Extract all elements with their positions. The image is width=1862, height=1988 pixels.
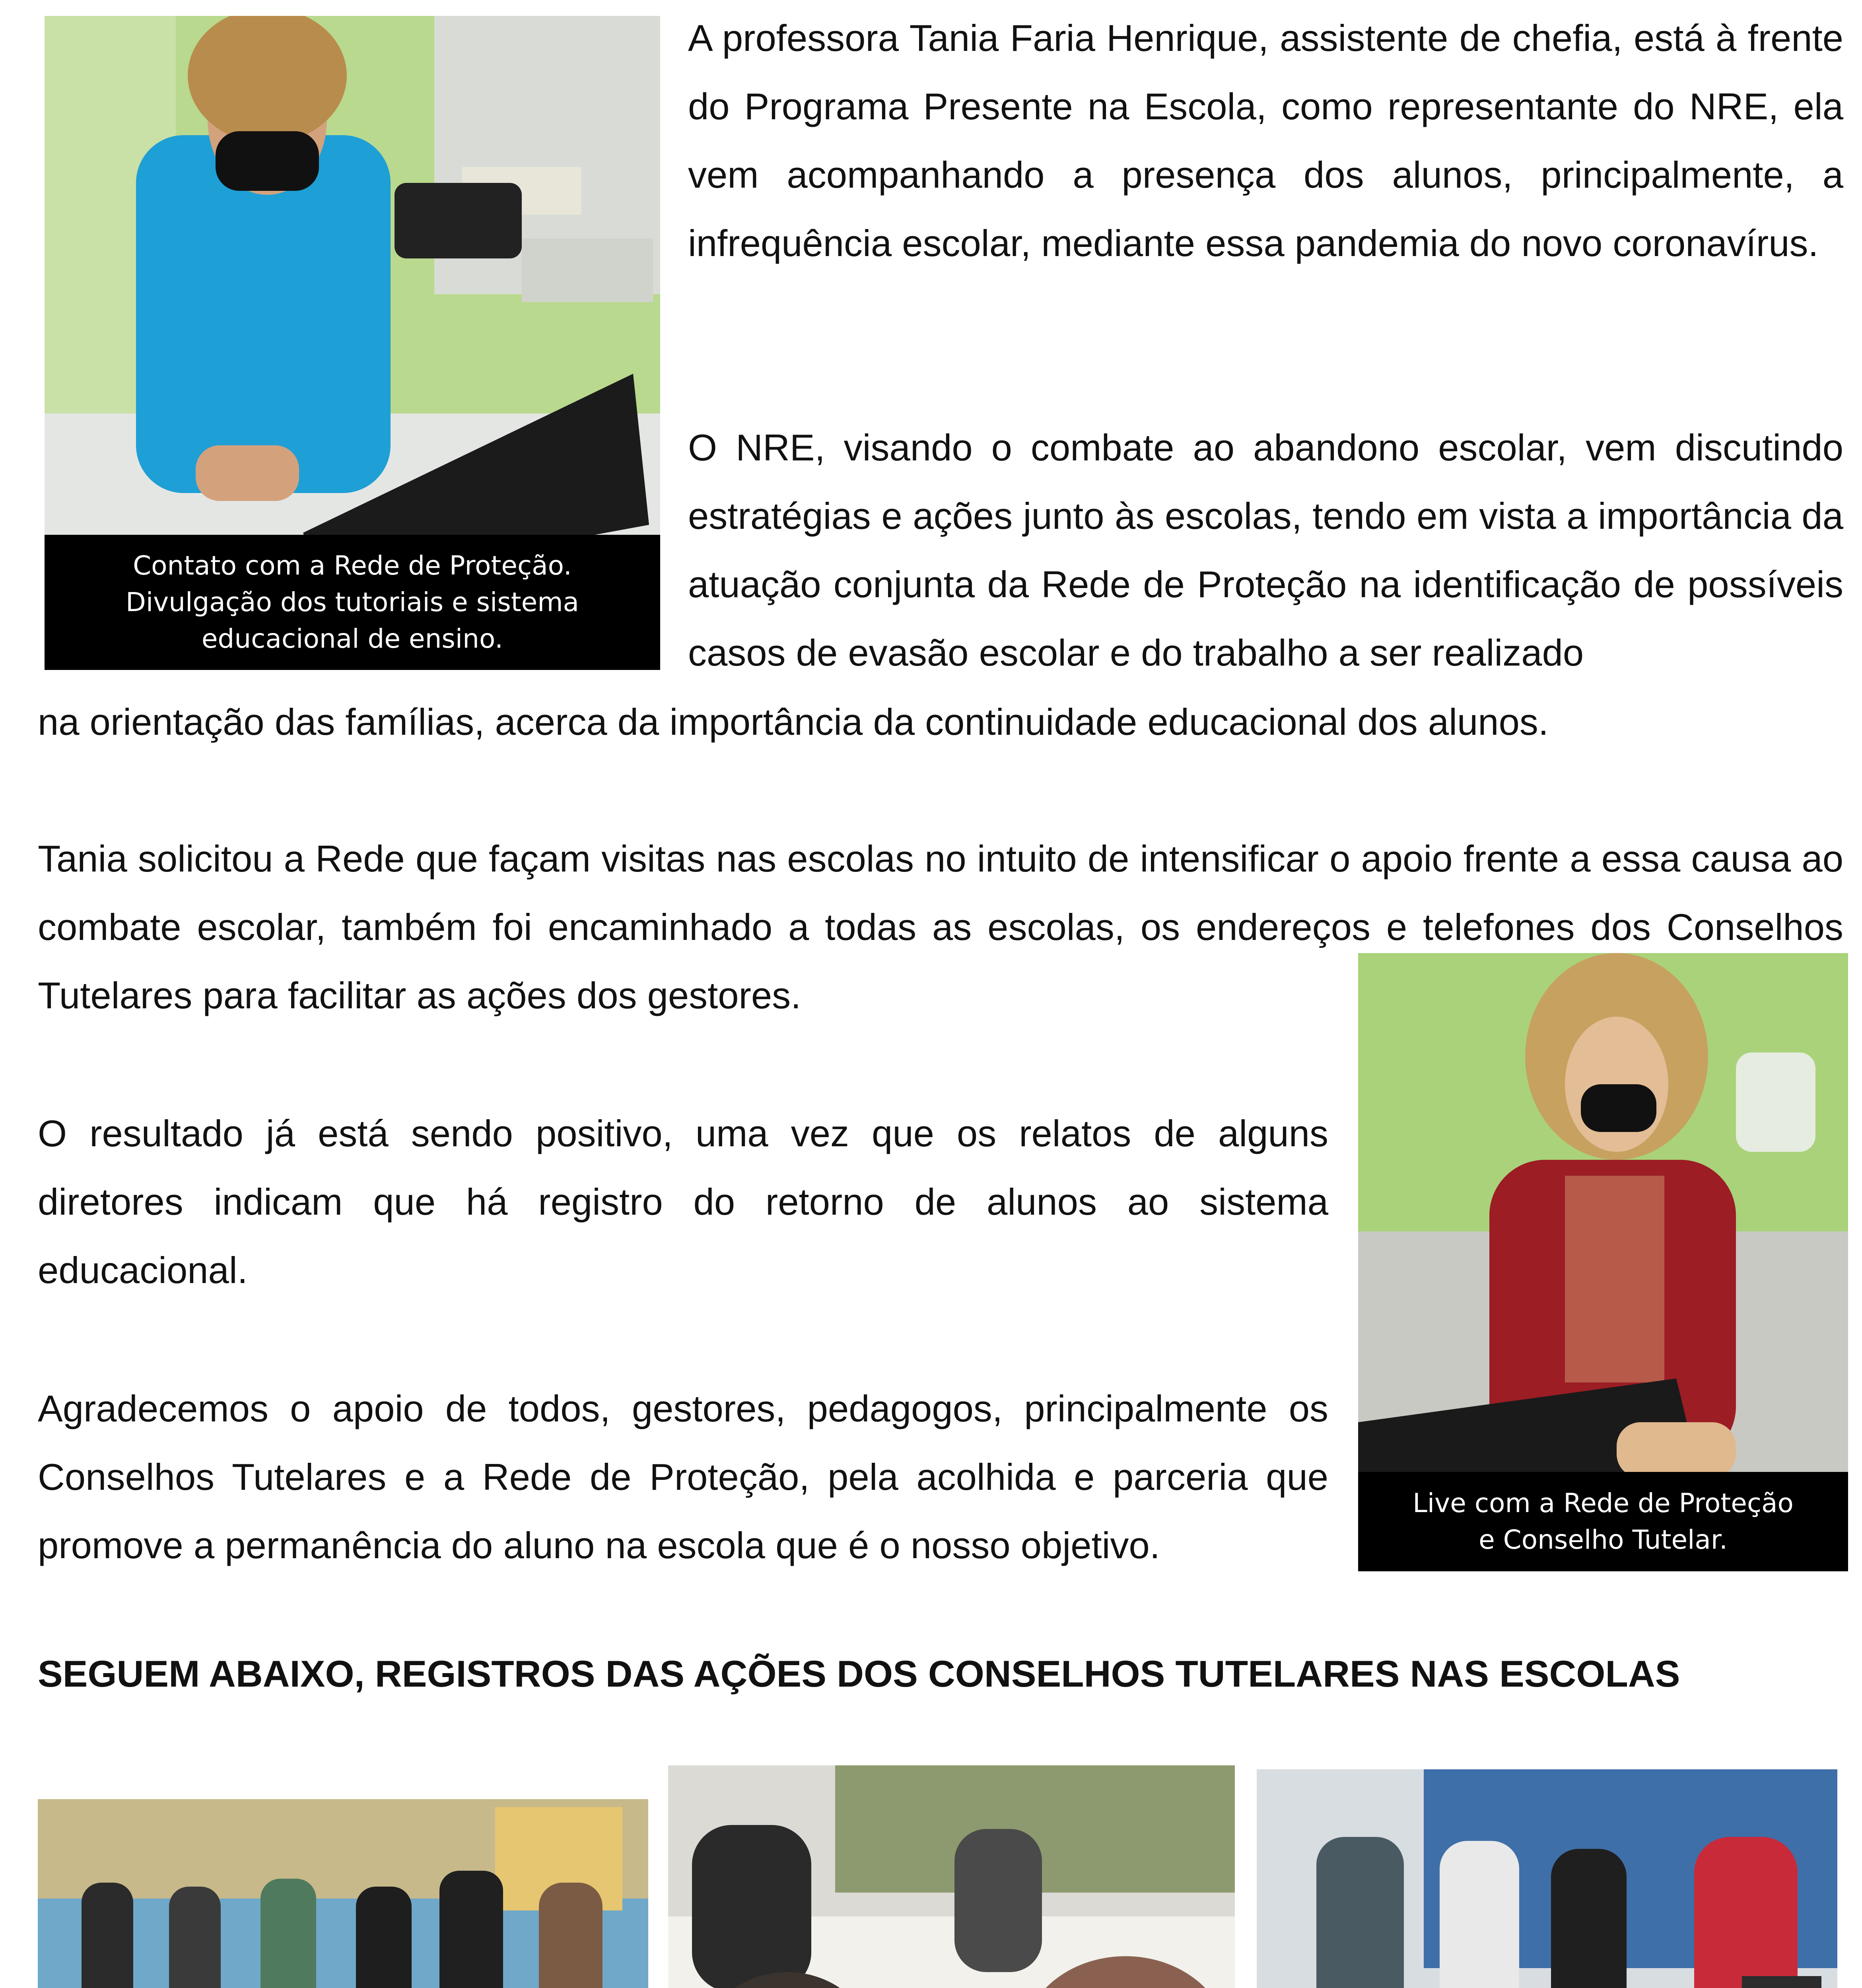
paragraph-nre-top: O NRE, visando o combate ao abandono escolar, vem discutindo estratégias e ações junto às escolas, tendo em vista a importância da atuação conjunta da Rede de Proteção na identificação de possíveis casos de evasão escolar e do trabalho a ser realizado — [688, 427, 1843, 674]
paragraph-thanks: Agradecemos o apoio de todos, gestores, pedagogos, principalmente os Conselhos Tutelares e a Rede de Proteção, pela acolhida e parceria que promove a permanência do aluno na escola que é o nosso objetivo. — [38, 1388, 1328, 1566]
caption-line: Live com a Rede de Proteção — [1413, 1488, 1794, 1518]
caption-line: educacional de ensino. — [201, 623, 503, 654]
photo-school-joao-maffei — [1257, 1769, 1837, 1988]
section-heading: SEGUEM ABAIXO, REGISTROS DAS AÇÕES DOS CONSELHOS TUTELARES NAS ESCOLAS — [38, 1653, 1680, 1695]
paragraph-intro: A professora Tania Faria Henrique, assistente de chefia, está à frente do Programa Presente na Escola, como representante do NRE, ela vem acompanhando a presença dos alunos, principalmente, a infrequência escolar, mediante essa pandemia do novo coronavírus. — [688, 17, 1843, 264]
caption-line: Contato com a Rede de Proteção. — [133, 550, 572, 581]
photo-school3-image — [1257, 1769, 1837, 1988]
caption-line: Divulgação dos tutoriais e sistema — [126, 587, 579, 617]
photo-live-caption — [1358, 1472, 1848, 1571]
photo-school2-image — [668, 1765, 1235, 1988]
photo-tania-caption — [45, 535, 660, 670]
photo-live-session — [1358, 953, 1848, 1571]
photo-school1-image — [38, 1799, 648, 1988]
photo-school-antonio-lacerda — [668, 1765, 1235, 1988]
photo-tania-desk — [45, 16, 660, 670]
caption-line: e Conselho Tutelar. — [1479, 1524, 1728, 1555]
paragraph-nre-bottom: na orientação das famílias, acerca da importância da continuidade educacional dos alunos. — [38, 701, 1549, 743]
paragraph-tania-request: Tania solicitou a Rede que façam visitas nas escolas no intuito de intensificar o apoio frente a essa causa ao combate escolar, também foi encaminhado a todas as escolas, os endereços e telefones dos Conselhos Tutelares para facilitar as ações dos gestores. — [38, 838, 1843, 1016]
paragraph-result: O resultado já está sendo positivo, uma vez que os relatos de alguns diretores indicam que há registro do retorno de alunos ao sistema educacional. — [38, 1112, 1328, 1291]
photo-school-iv-centenario — [38, 1799, 648, 1988]
